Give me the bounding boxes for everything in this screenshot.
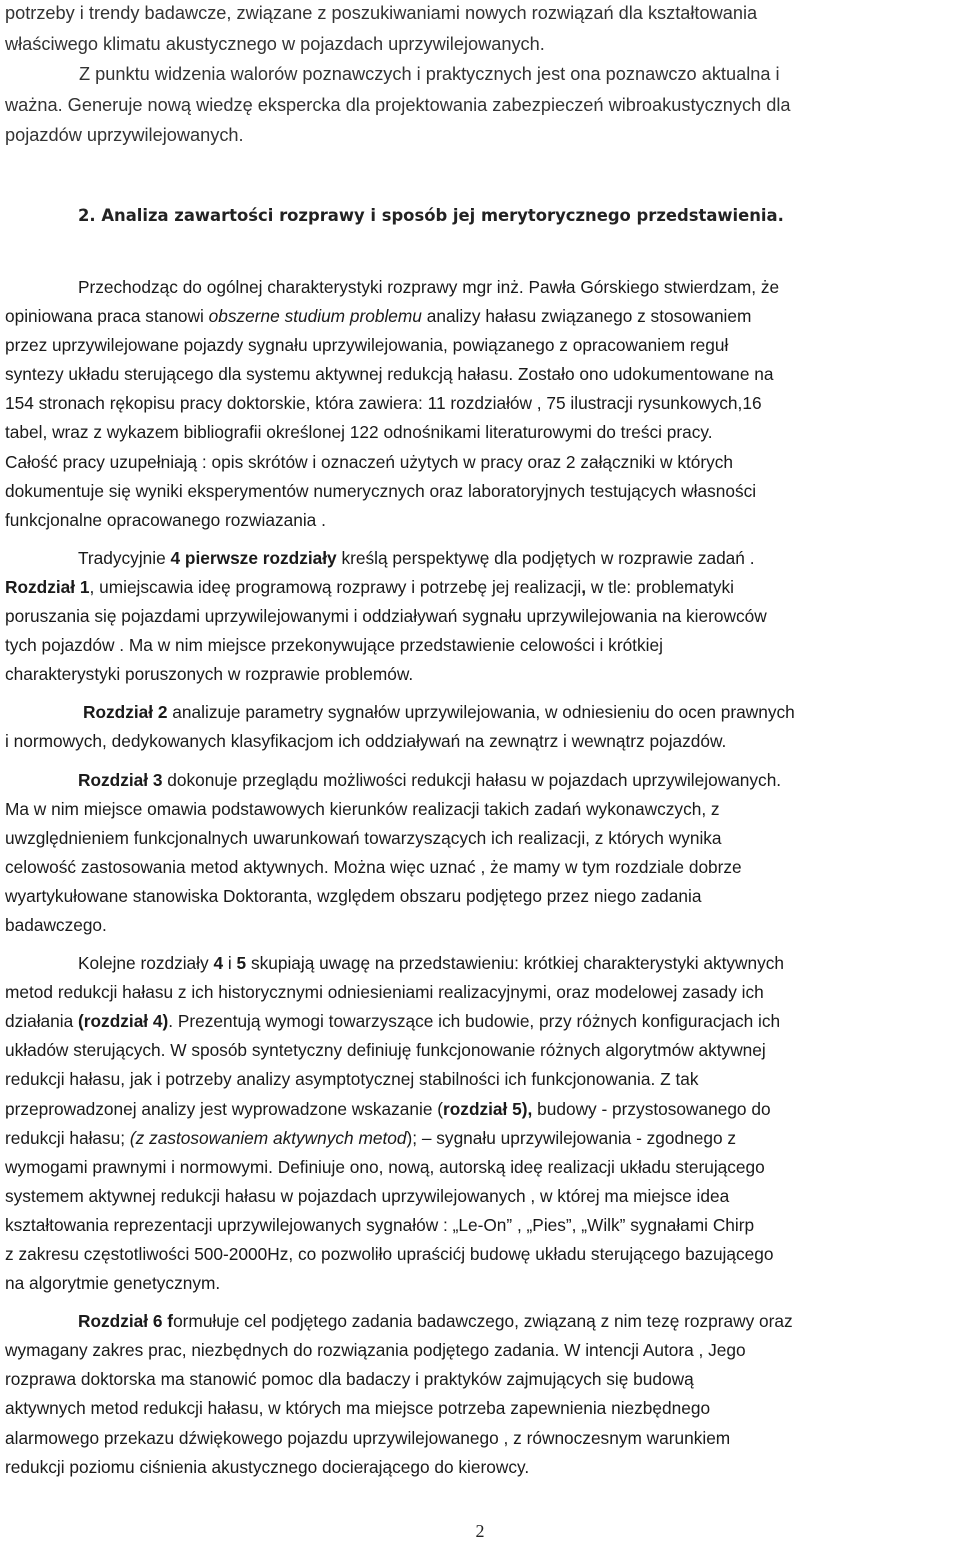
text-line: redukcji hałasu; (z zastosowaniem aktywnych metod); – sygnału uprzywilejowania - zgodnego z [5, 1127, 736, 1148]
text-line: charakterystyki poruszonych w rozprawie problemów. [5, 664, 414, 685]
text-line: rozprawa doktorska ma stanowić pomoc dla badaczy i praktyków zajmujących się budową [5, 1369, 694, 1390]
text-line: z zakresu częstotliwości 500-2000Hz, co pozwoliło upraścićj budowę układu sterującego bazującego [5, 1244, 774, 1264]
text-line: 154 stronach rękopisu pracy doktorskie, która zawiera: 11 rozdziałów , 75 ilustracji rysunkowych,16 [5, 393, 762, 414]
text-line: redukcji hałasu, jak i potrzeby analizy asymptotycznej stabilności ich funkcjonowania. Z tak [5, 1069, 699, 1090]
paragraph-gap [5, 535, 958, 544]
text-line: wyartykułowane stanowiska Doktoranta, względem obszaru podjętego przez niego zadania [5, 885, 702, 906]
text-line: Rozdział 1, umiejscawia ideę programową rozprawy i potrzebę jej realizacji, w tle: problematyki [5, 576, 734, 597]
intro-paragraph [5, 0, 958, 151]
section-heading: 2. Analiza zawartości rozprawy i sposób jej merytorycznego przedstawienia. [78, 206, 784, 225]
body-paragraph [5, 1307, 958, 1482]
text-line: wymagany zakres prac, niezbędnych do rozwiązania podjętego zadania. W intencji Autora , Jego [5, 1340, 746, 1361]
body-paragraph [5, 273, 958, 535]
text-line: wymogami prawnymi i normowymi. Definiuje ono, nową, autorską ideę realizacji układu sterującego [5, 1156, 765, 1177]
text-line: celowość zastosowania metod aktywnych. Można więc uznać , że mamy w tym rozdziale dobrze [5, 856, 742, 877]
body-text [5, 273, 958, 1482]
body-paragraph [5, 766, 958, 941]
text-line: tych pojazdów . Ma w nim miejsce przekonywujące przedstawienie celowości i krótkiej [5, 635, 663, 656]
text-line: tabel, wraz z wykazem bibliografii określonej 122 odnośnikami literaturowymi do treści pracy. [5, 422, 713, 443]
text-line: potrzeby i trendy badawcze, związane z poszukiwaniami nowych rozwiązań dla kształtowania [5, 3, 758, 23]
text-line: Tradycyjnie 4 pierwsze rozdziały kreślą perspektywę dla podjętych w rozprawie zadań . [78, 547, 755, 568]
text-line: poruszania się pojazdami uprzywilejowanymi i oddziaływań sygnału uprzywilejowania na kierowców [5, 606, 767, 627]
text-line: alarmowego przekazu dźwiękowego pojazdu uprzywilejowanego , z równoczesnym warunkiem [5, 1427, 731, 1448]
paragraph-gap [5, 757, 958, 766]
text-line: dokumentuje się wyniki eksperymentów numerycznych oraz laboratoryjnych testujących własności [5, 480, 757, 501]
text-line: Całość pracy uzupełniają : opis skrótów i oznaczeń użytych w pracy oraz 2 załączniki w których [5, 451, 734, 472]
text-line: redukcji poziomu ciśnienia akustycznego docierającego do kierowcy. [5, 1456, 530, 1477]
text-line: ważna. Generuje nową wiedzę ekspercka dla projektowania zabezpieczeń wibroakustycznych dla [5, 94, 791, 115]
text-line: Przechodząc do ogólnej charakterystyki rozprawy mgr inż. Pawła Górskiego stwierdzam, że [78, 277, 780, 297]
paragraph-gap [5, 689, 958, 698]
body-paragraph [5, 698, 958, 756]
text-line: badawczego. [5, 914, 107, 935]
text-line: funkcjonalne opracowanego rozwiazania . [5, 509, 326, 530]
text-line: syntezy układu sterującego dla systemu aktywnej redukcją hałasu. Zostało ono udokumentowane na [5, 364, 774, 385]
text-line: układów sterujących. W sposób syntetyczny definiuję funkcjonowanie różnych algorytmów aktywnej [5, 1040, 766, 1061]
text-line: Rozdział 3 dokonuje przeglądu możliwości redukcji hałasu w pojazdach uprzywilejowanych. [78, 769, 782, 790]
text-line: Kolejne rozdziały 4 i 5 skupiają uwagę na przedstawieniu: krótkiej charakterystyki aktywnych [78, 953, 785, 974]
text-line: pojazdów uprzywilejowanych. [5, 125, 244, 145]
text-line: metod redukcji hałasu z ich historycznymi odniesieniami realizacyjnymi, oraz modelowej zasady ich [5, 982, 764, 1003]
text-line: przez uprzywilejowane pojazdy sygnału uprzywilejowania, powiązanego z opracowaniem reguł [5, 335, 729, 356]
body-paragraph [5, 949, 958, 1298]
page-number: 2 [475, 1521, 485, 1541]
text-line: aktywnych metod redukcji hałasu, w których ma miejsce potrzeba zapewnienia niezbędnego [5, 1398, 711, 1419]
text-line: Rozdział 6 formułuje cel podjętego zadania badawczego, związaną z nim tezę rozprawy oraz [78, 1311, 793, 1332]
text-line: uwzględnieniem funkcjonalnych uwarunkowań towarzyszących ich realizacji, z których wynika [5, 827, 722, 848]
text-line: opiniowana praca stanowi obszerne studium problemu analizy hałasu związanego z stosowaniem [5, 306, 752, 327]
text-line: kształtowania reprezentacji uprzywilejowanych sygnałów : „Le-On” , „Pies”, „Wilk” sygnałami Chirp [5, 1214, 755, 1235]
text-line: Rozdział 2 analizuje parametry sygnałów uprzywilejowania, w odniesieniu do ocen prawnych [83, 702, 795, 723]
text-line: i normowych, dedykowanych klasyfikacjom ich oddziaływań na zewnątrz i wewnątrz pojazdów. [5, 731, 727, 752]
paragraph-gap [5, 1298, 958, 1307]
text-line: na algorytmie genetycznym. [5, 1273, 221, 1294]
text-line: przeprowadzonej analizy jest wyprowadzone wskazanie (rozdział 5), budowy - przystosowanego do [5, 1098, 771, 1119]
text-line: właściwego klimatu akustycznego w pojazdach uprzywilejowanych. [5, 33, 545, 54]
text-line: działania (rozdział 4). Prezentują wymogi towarzyszące ich budowie, przy różnych konfiguracjach ich [5, 1011, 781, 1032]
text-line: Z punktu widzenia walorów poznawczych i praktycznych jest ona poznawczo aktualna i [79, 64, 780, 84]
body-paragraph [5, 544, 958, 689]
text-line: Ma w nim miejsce omawia podstawowych kierunków realizacji takich zadań wykonawczych, z [5, 798, 720, 819]
paragraph-gap [5, 940, 958, 949]
text-line: systemem aktywnej redukcji hałasu w pojazdach uprzywilejowanych , w której ma miejsce idea [5, 1185, 730, 1206]
